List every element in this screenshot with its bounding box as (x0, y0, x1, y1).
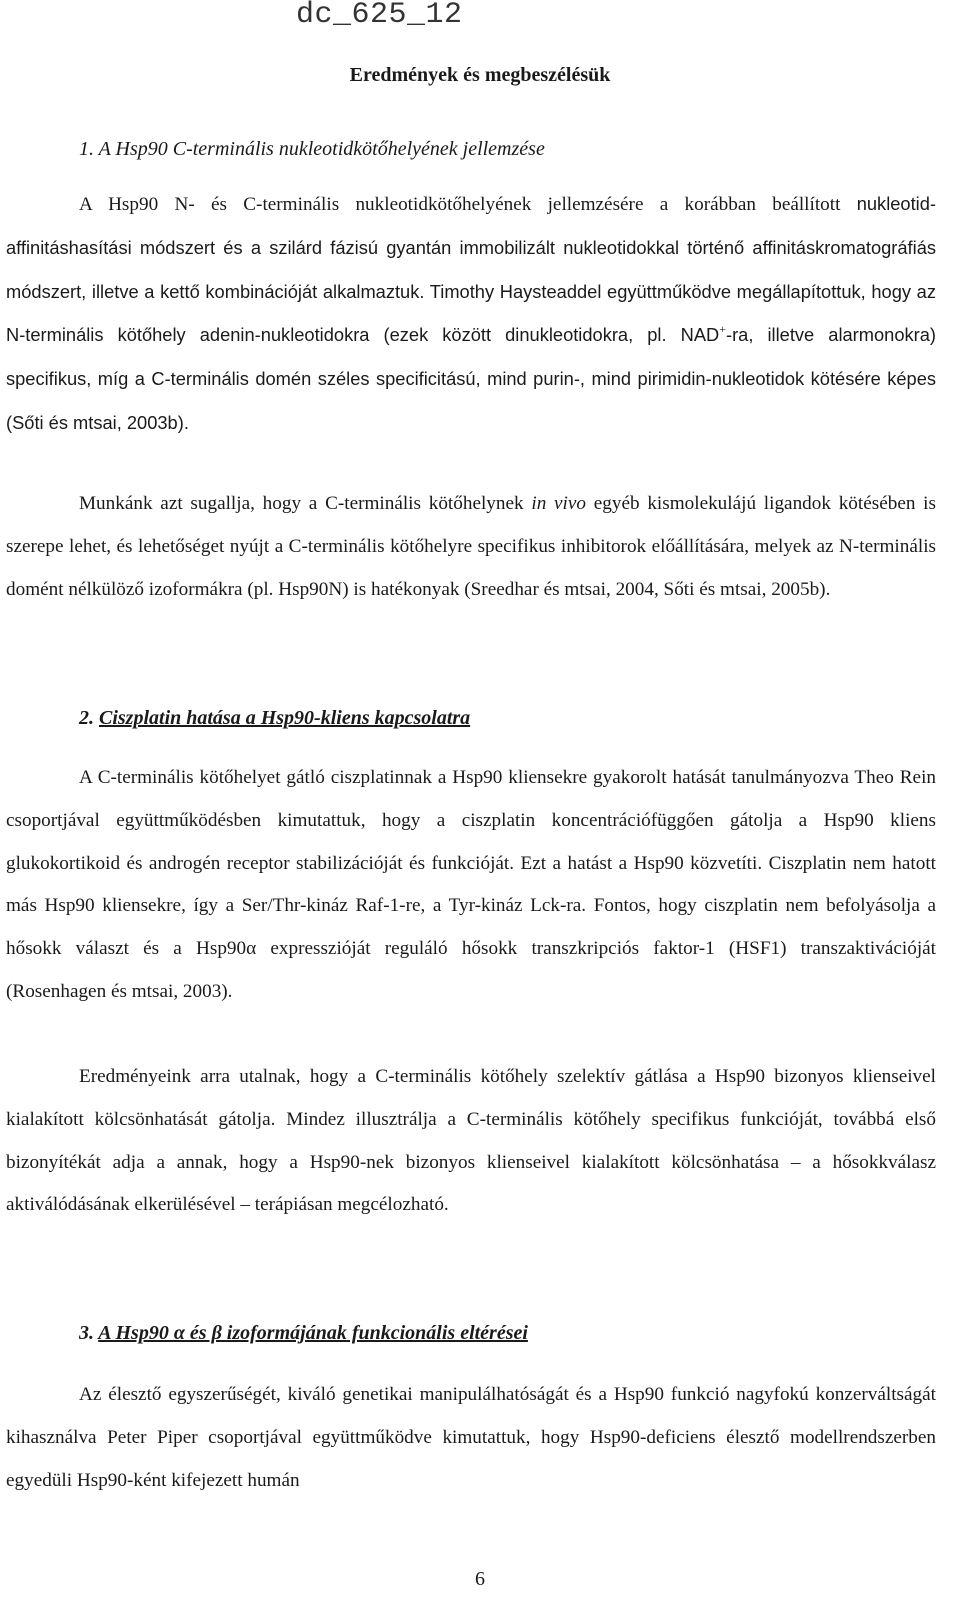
s1-p2-a: Munkánk azt sugallja, hogy a C-terminális kötőhelynek (79, 493, 532, 514)
section-3-heading (79, 1322, 528, 1345)
section-1-number: 1. (79, 138, 94, 160)
s2-p2-text: Eredményeink arra utalnak, hogy a C-terminális kötőhely szelektív gátlása a Hsp90 bizonyos klienseivel kialakított kölcsönhatását gátolja. Mindez illusztrálja a C-terminális kötőhely specifikus funkcióját, továbbá első bizonyítékát adja a annak, hogy a Hsp90-nek bizonyos klienseivel kialakított kölcsönhatása – a hősokkválasz aktiválódásának elkerülésével – terápiásan megcélozható. (6, 1066, 936, 1216)
document-id: dc_625_12 (296, 0, 463, 32)
section-3-number: 3. (79, 1322, 94, 1344)
s1-p1-sup: + (719, 322, 726, 337)
s1-p2-b: egyéb kismolekulájú ligandok kötésében is szerepe lehet, és lehetőséget nyújt a C-terminális kötőhelyre specifikus inhibitorok előállítására, melyek az N-terminális domént nélkülöző izoformákra (pl. Hsp90N) is hatékonyak (Sreedhar és mtsai, 2004, Sőti és mtsai, 2005b). (6, 493, 936, 600)
s1-p1-c: Timothy Haysteaddel együttműködve megállapítottuk, hogy az N-terminális kötőhely adenin-nukleotidokra (ezek között dinukleotidokra, pl. NAD (6, 280, 936, 346)
section-1-paragraph-1 (6, 183, 936, 446)
s1-p1-d: -ra, illetve alarmonokra) specifikus, míg a C-terminális domén széles specificitású, mind purin-, mind pirimidin-nukleotidok kötésére képes (Sőti és mtsai, 2003b). (6, 324, 936, 433)
section-2-number: 2. (79, 707, 94, 729)
s1-p2-italic: in vivo (531, 493, 586, 514)
s2-p1-text: A C-terminális kötőhelyet gátló ciszplatinnak a Hsp90 kliensekre gyakorolt hatását tanulmányozva Theo Rein csoportjával együttműködésben kimutattuk, hogy a ciszplatin koncentrációfüggően gátolja a Hsp90 kliens glukokortikoid és androgén receptor stabilizációját és funkcióját. Ezt a hatást a Hsp90 közvetíti. Ciszplatin nem hatott más Hsp90 kliensekre, így a Ser/Thr-kináz Raf-1-re, a Tyr-kináz Lck-ra. Fontos, hogy ciszplatin nem befolyásolja a hősokk választ és a Hsp90α expresszióját reguláló hősokk transzkripciós faktor-1 (HSF1) transzaktivációját (Rosenhagen és mtsai, 2003). (6, 767, 936, 1002)
s1-p1-b: nukleotid-affinitáshasítási módszert és a szilárd fázisú gyantán immobilizált nukleotidokkal történő affinitáskromatográfiás módszert, illetve a kettő kombinációját alkalmaztuk. (6, 193, 936, 302)
section-2-paragraph-1 (6, 757, 936, 1014)
page-number: 6 (475, 1568, 485, 1590)
page-title: Eredmények és megbeszélésük (349, 64, 611, 86)
s1-p1-a: A Hsp90 N- és C-terminális nukleotidkötőhelyének jellemzésére a korábban beállított (79, 194, 857, 215)
section-3-paragraph-1 (6, 1374, 936, 1502)
section-1-heading (79, 138, 545, 161)
s3-p1-text: Az élesztő egyszerűségét, kiváló genetikai manipulálhatóságát és a Hsp90 funkció nagyfokú konzerváltságát kihasználva Peter Piper csoportjával együttműködve kimutattuk, hogy Hsp90-deficiens élesztő modellrendszerben egyedüli Hsp90-ként kifejezett humán (6, 1384, 936, 1491)
section-1-paragraph-2 (6, 483, 936, 611)
section-1-title: A Hsp90 C-terminális nukleotidkötőhelyének jellemzése (98, 138, 545, 160)
section-2-title: Ciszplatin hatása a Hsp90-kliens kapcsolatra (99, 707, 471, 729)
section-2-heading (79, 707, 470, 730)
section-2-paragraph-2 (6, 1056, 936, 1227)
section-3-title: A Hsp90 α és β izoformájának funkcionális eltérései (98, 1322, 528, 1344)
